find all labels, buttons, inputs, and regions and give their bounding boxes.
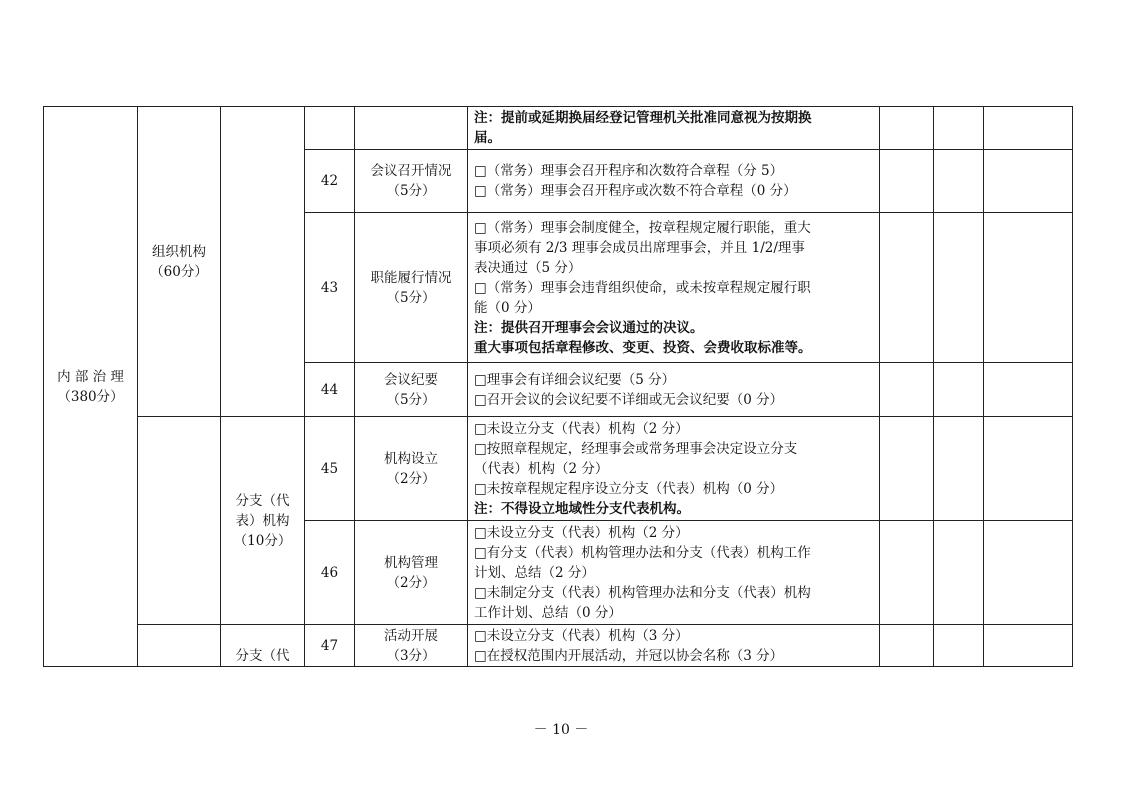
sub-branch-line: 分支（代 (235, 648, 290, 664)
criteria-note: 注：提供召开理事会会议通过的决议。 (474, 319, 704, 336)
score-cell (880, 213, 934, 363)
criteria-line: □在授权范围内开展活动，并冠以协会名称（3 分） (474, 647, 784, 664)
item-score: （2分） (386, 470, 436, 487)
score-cell (880, 107, 934, 150)
row-criteria (468, 417, 880, 521)
sub-empty-cell (138, 625, 221, 667)
criteria-line: □按照章程规定，经理事会或常务理事会决定设立分支 (474, 440, 798, 457)
item-name: 职能履行情况 (370, 269, 452, 286)
criteria-line: □（常务）理事会制度健全，按章程规定履行职能，重大 (474, 219, 811, 236)
score-cell (984, 521, 1073, 625)
row-number: 44 (305, 363, 355, 417)
score-cell (880, 150, 934, 213)
score-cell (934, 107, 984, 150)
table-row (44, 625, 1073, 667)
row-number: 47 (305, 625, 355, 667)
sub-organization-name: 组织机构 (152, 243, 206, 260)
score-cell (984, 625, 1073, 667)
criteria-line: □未设立分支（代表）机构（2 分） (474, 524, 689, 541)
criteria-note: 重大事项包括章程修改、变更、投资、会费收取标准等。 (474, 339, 812, 356)
table-row (44, 107, 1073, 150)
row-item (355, 521, 468, 625)
criteria-line: 注：提前或延期换届经登记管理机关批准同意视为按期换 (474, 110, 812, 126)
sub-empty-cell (138, 417, 221, 625)
score-cell (934, 150, 984, 213)
row-criteria (468, 107, 880, 150)
score-cell (984, 213, 1073, 363)
sub-branch-line: 分支（代 (235, 492, 290, 509)
row-item (355, 213, 468, 363)
row-item (355, 107, 468, 150)
score-cell (880, 363, 934, 417)
row-criteria (468, 625, 880, 667)
criteria-note: 注：不得设立地域性分支代表机构。 (474, 500, 690, 517)
row-item (355, 363, 468, 417)
score-cell (934, 625, 984, 667)
criteria-line: 事项必须有 2/3 理事会成员出席理事会，并且 1/2/理事 (474, 239, 805, 256)
row-number: 45 (305, 417, 355, 521)
score-cell (934, 521, 984, 625)
item-name: 机构设立 (384, 450, 438, 467)
item-name: 机构管理 (384, 554, 438, 571)
row-criteria (468, 363, 880, 417)
item-score: （5分） (386, 183, 436, 199)
category-cell (44, 107, 138, 667)
row-criteria (468, 521, 880, 625)
criteria-line: □有分支（代表）机构管理办法和分支（代表）机构工作 (474, 544, 811, 561)
page-number: － 10 － (533, 722, 589, 738)
row-item (355, 625, 468, 667)
item-score: （2分） (386, 574, 436, 591)
criteria-line: □（常务）理事会违背组织使命，或未按章程规定履行职 (474, 279, 811, 296)
criteria-line: □未设立分支（代表）机构（3 分） (474, 627, 689, 644)
criteria-line: 计划、总结（2 分） (474, 564, 595, 581)
score-cell (984, 417, 1073, 521)
score-cell (934, 363, 984, 417)
category-score: （380分） (57, 388, 124, 405)
row-number (305, 107, 355, 150)
item-name: 会议召开情况 (370, 163, 452, 179)
score-cell (880, 417, 934, 521)
criteria-line: □理事会有详细会议纪要（5 分） (474, 371, 676, 388)
sub-branch-cont-cell (221, 625, 305, 667)
table-row (44, 417, 1073, 521)
sub-organization-cell (138, 107, 221, 417)
criteria-line: 届。 (474, 130, 501, 146)
score-cell (984, 107, 1073, 150)
category-name: 内 部 治 理 (57, 368, 124, 385)
item-name: 活动开展 (384, 627, 438, 644)
row-number: 42 (305, 150, 355, 213)
criteria-line: 工作计划、总结（0 分） (474, 604, 622, 621)
row-criteria (468, 150, 880, 213)
criteria-line: □未设立分支（代表）机构（2 分） (474, 420, 689, 437)
row-number: 46 (305, 521, 355, 625)
score-cell (984, 363, 1073, 417)
criteria-line: □召开会议的会议纪要不详细或无会议纪要（0 分） (474, 391, 784, 408)
item-name: 会议纪要 (384, 371, 438, 388)
sub-branch-line: 表）机构 (235, 512, 290, 529)
item-score: （5分） (386, 391, 436, 408)
item-score: （3分） (386, 647, 436, 664)
sub-branch-cell (221, 417, 305, 625)
sub-organization-score: （60分） (150, 263, 208, 280)
criteria-line: □未制定分支（代表）机构管理办法和分支（代表）机构 (474, 584, 811, 601)
score-cell (880, 625, 934, 667)
row-number: 43 (305, 213, 355, 363)
criteria-line: （代表）机构（2 分） (474, 460, 609, 477)
evaluation-table (43, 106, 1073, 667)
criteria-line: □未按章程规定程序设立分支（代表）机构（0 分） (474, 480, 784, 497)
criteria-line: 能（0 分） (474, 299, 541, 316)
score-cell (880, 521, 934, 625)
criteria-line: □（常务）理事会召开程序和次数符合章程（分 5） (474, 163, 784, 179)
item-score: （5分） (386, 289, 436, 306)
row-item (355, 417, 468, 521)
score-cell (934, 417, 984, 521)
row-criteria (468, 213, 880, 363)
score-cell (934, 213, 984, 363)
score-cell (984, 150, 1073, 213)
row-item (355, 150, 468, 213)
level3-empty-cell (221, 107, 305, 417)
criteria-line: 表决通过（5 分） (474, 259, 582, 276)
criteria-line: □（常务）理事会召开程序或次数不符合章程（0 分） (474, 183, 797, 199)
sub-branch-line: （10分） (233, 532, 292, 549)
